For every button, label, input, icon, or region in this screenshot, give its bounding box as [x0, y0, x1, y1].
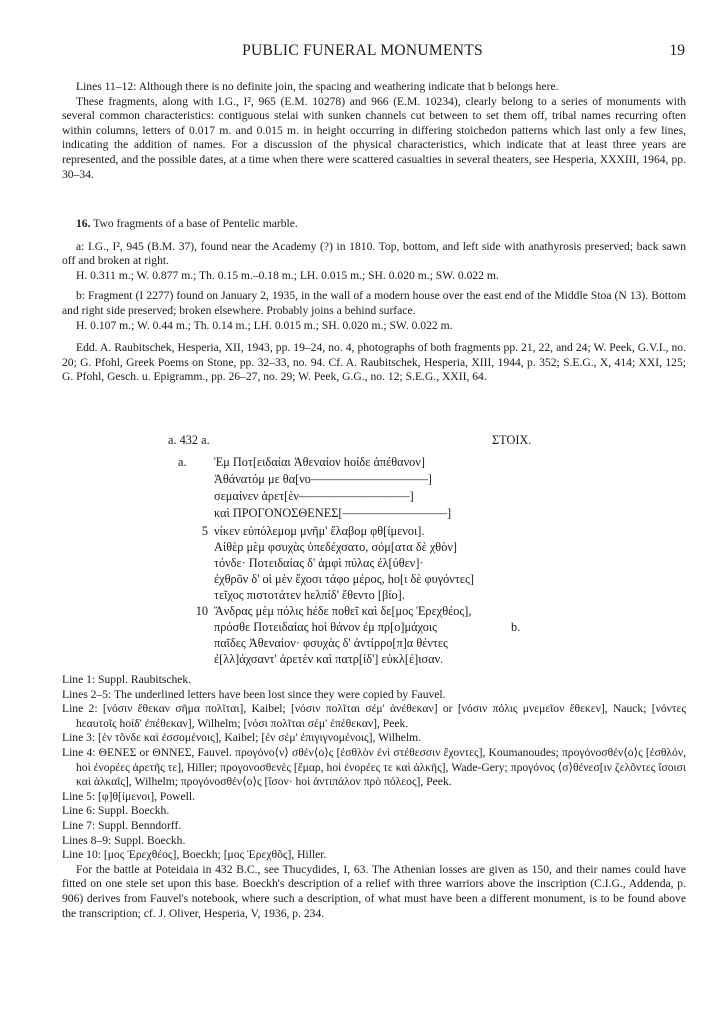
inscription-line: σεμαίνεν ἀρετ[ὲν––––––––––––––––––] [214, 489, 414, 503]
note-line-7: Line 7: Suppl. Benndorff. [62, 818, 182, 832]
inscription-line: Ἀθάνατόμ με θα[νο–––––––––––––––––––] [214, 472, 432, 486]
inscription-line: τόνδε· Ποτειδαίας δ' ἀμφὶ πύλας ἐλ[ύθεν]· [214, 556, 424, 570]
section-title: Two fragments of a base of Pentelic marble. [93, 217, 298, 230]
fragment-a-description: a: I.G., I², 945 (B.M. 37), found near the Academy (?) in 1810. Top, bottom, and left side with anathyrosis preserved; back sawn off and broken at right. [62, 239, 686, 268]
battle-commentary: For the battle at Poteidaia in 432 B.C., see Thucydides, I, 63. The Athenian losses are given as 150, and their names could have fitted on one stele set upon this base. Boeckh's description of a relief with three warriors above the inscription (C.I.G., Addenda, p. 906) derives from Fauvel's notebook, where such a description, of what must have been a different monument, is to be found above the transcription; cf. J. Oliver, Hesperia, V, 1936, p. 234. [62, 862, 686, 920]
inscription-line: τεῖχος πιστοτάτεν hελπίδ' ἔθεντο [βίο]. [214, 588, 405, 602]
inscription-line: Ἐμ Ποτ[ειδαίαι Ἀθεναίον hοίδε ἀπέθανον] [214, 455, 425, 469]
inscription-line: παῖδες Ἀθεναίον· φσυχὰς δ' ἀντίρρο[π]α θέντες [214, 636, 448, 650]
commentary-series-discussion: These fragments, along with I.G., I², 965 (E.M. 10278) and 966 (E.M. 10234), clearly belong to a series of monuments with several common characteristics: contiguous stelai with sunken channels cut between to set them off, tribal names recurring often within columns, letters of 0.017 m. and 0.015 m. in height occurring in differing stoichedon patterns which last only a few lines, indicating the addition of names. For a discussion of the physical characteristics, which indicate that at least three years are represented, and the possible dates, at a time when there were scattered casualties in several theaters, see Hesperia, XXXIII, 1964, pp. 30–34. [62, 94, 686, 181]
note-line-4: Line 4: ΘΕΝΕΣ or ΘΝΝΕΣ, Fauvel. προγόνο⟨ν⟩ σθέν⟨ο⟩ς [ἐσθλὸν ἐνὶ στέθεσσιν ἔχοντες], Koumanoudes; προγόνοσθέν⟨ο⟩ς [ἐσθλόν, hοὶ ἐνορέες ἀρετῆς τε], Hiller; προγονοσθενὲς [ἔμαρ, hοὶ ἐνορέες τε καὶ ἀλκῆς], Wade-Gery; προγόνος ⟨σ⟩θένεσ[ιν ζελõντες ἴσοισι καὶ ἀλκαῖς], Wilhelm; προγόνοσθέν⟨ο⟩ς [ἴσον· hοὶ ἀντιπάλον πρὸ πόλεος], Peek. [62, 745, 686, 789]
fragment-b-label: b. [511, 620, 521, 634]
stoichedon-label: ΣΤΟΙΧ. [492, 433, 532, 447]
apparatus-notes [62, 673, 686, 921]
inscription-line: Αἰθὲρ μὲμ φσυχὰς ὑπεδέχσατο, σόμ[ατα δὲ χθὸν] [214, 540, 458, 554]
inscription-line: πρόσθε Ποτειδαίας hοὶ θάνον ἐμ πρ[ο]μάχοις [214, 620, 438, 634]
note-line-1: Line 1: Suppl. Raubitschek. [62, 673, 192, 686]
fragment-a-label: a. [178, 455, 187, 469]
section-number: 16. [76, 217, 91, 230]
section-16 [62, 217, 686, 385]
note-lines-8-9: Lines 8–9: Suppl. Boeckh. [62, 833, 186, 847]
fragment-b-description: b: Fragment (I 2277) found on January 2, 1935, in the wall of a modern house over the east end of the Middle Stoa (N 13). Bottom and right side preserved; broken elsewhere. Probably joins a behind surface. [62, 289, 686, 317]
line-number-10: 10 [195, 604, 208, 618]
continuation-block [62, 80, 686, 182]
section-heading [62, 217, 686, 232]
fragment-b-dimensions: H. 0.107 m.; W. 0.44 m.; Th. 0.14 m.; LH. 0.015 m.; SH. 0.020 m.; SW. 0.022 m. [76, 318, 453, 332]
note-line-2: Line 2: [νόσιν ἔθεκαν σῆμα πολῖται], Kaibel; [νόσιν πολῖται σέμ' ἀνέθεκαν] or [νόσιν πόλις μνεμεῖον ἔθεκεν], Nauck; [νόντες hεαυτοῖς hοίδ' ἐπέθεκαν], Wilhelm; [νόσι πολῖται σέμ' ἐπέθεκαν], Peek. [62, 702, 686, 730]
inscription-line: καὶ ΠΡΟΓΟΝΟΣΘΕΝΕΣ[–––––––––––––––––] [214, 506, 452, 520]
editions-paragraph: Edd. A. Raubitschek, Hesperia, XII, 1943, pp. 19–24, no. 4, photographs of both fragments pp. 21, 22, and 24; W. Peek, G.V.I., no. 20; G. Pfohl, Greek Poems on Stone, pp. 32–33, no. 94. Cf. A. Raubitschek, Hesperia, XIII, 1944, p. 352; S.E.G., X, 414; XXI, 125; G. Pfohl, Gesch. u. Epigramm., pp. 26–27, no. 29; W. Peek, G.G., no. 12; S.E.G., XXII, 64. [62, 341, 686, 384]
note-line-3: Line 3: [ἐν τõνδε καὶ ἐσσομένοις], Kaibel; [ἐν σέμ' ἐπιγιγνομένοις], Wilhelm. [62, 731, 422, 745]
note-line-10: Line 10: [μος Ἐρεχθέος], Boeckh; [μος Ἐρεχθõς], Hiller. [62, 848, 327, 862]
running-header [0, 44, 725, 64]
note-line-6: Line 6: Suppl. Boeckh. [62, 804, 170, 818]
inscription-line: Ἄνδρας μὲμ πόλις hέδε ποθεῖ καὶ δε[μος Ἐρεχθέος], [214, 604, 472, 618]
inscription-line: ἐχθρõν δ' οἱ μὲν ἔχοσι τάφο μέρος, hο[ι δὲ φυγόντες] [214, 572, 474, 586]
commentary-lines-11-12: Lines 11–12: Although there is no definite join, the spacing and weathering indicate that b belongs here. [76, 80, 559, 93]
line-number-5: 5 [201, 524, 208, 538]
running-title: PUBLIC FUNERAL MONUMENTS [242, 42, 483, 59]
inscription-date: a. 432 a. [168, 433, 210, 447]
note-line-5: Line 5: [φ]θ[ίμενοι], Powell. [62, 789, 196, 803]
note-lines-2-5: Lines 2–5: The underlined letters have been lost since they were copied by Fauvel. [62, 687, 446, 701]
page-number: 19 [669, 42, 685, 59]
inscription-line: ἐ[λλ]άχσαντ' ἀρετὲν καὶ πατρ[ίδ'] εὐκλ[έ]ισαν. [214, 652, 444, 666]
inscription-text [62, 433, 686, 665]
inscription-line: νίκεν εὐπόλεμομ μνῆμ' ἔλαβομ φθ[ίμενοι]. [214, 524, 425, 538]
fragment-a-dimensions: H. 0.311 m.; W. 0.877 m.; Th. 0.15 m.–0.18 m.; LH. 0.015 m.; SH. 0.020 m.; SW. 0.022 m. [76, 268, 499, 282]
